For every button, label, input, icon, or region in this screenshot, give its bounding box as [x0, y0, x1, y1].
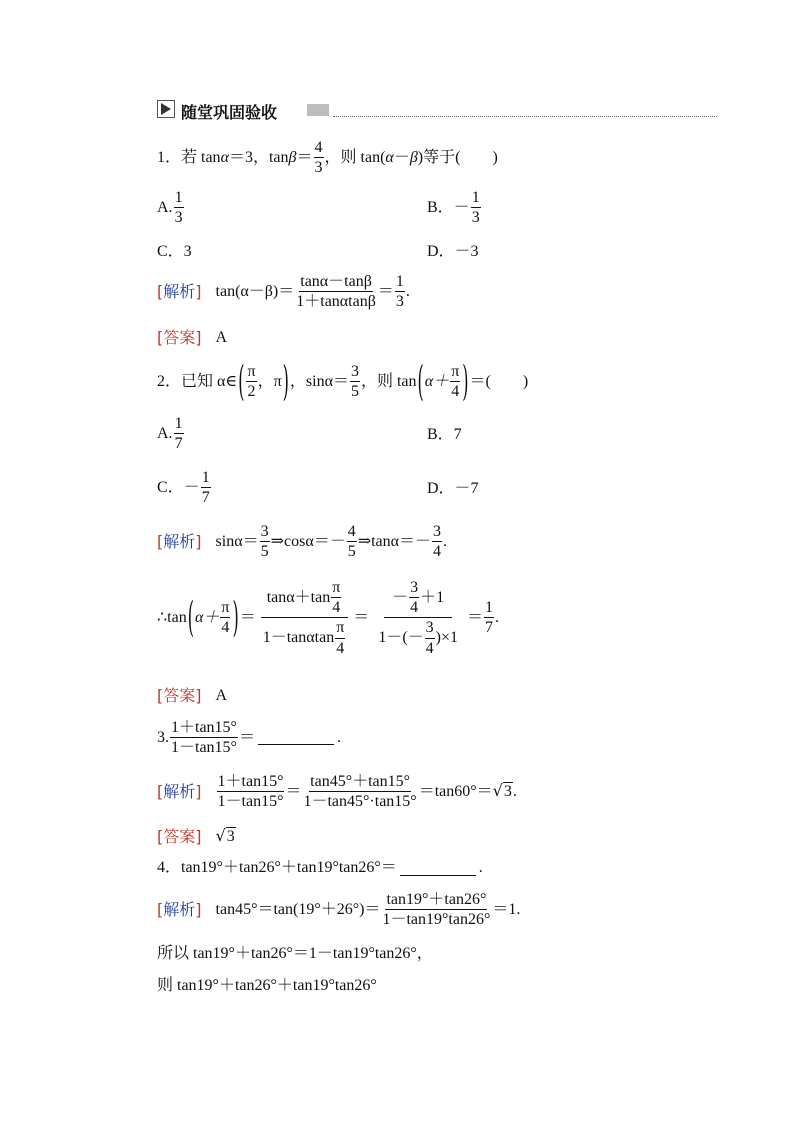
section-title: 随堂巩固验收: [181, 103, 278, 122]
q2-option-c: C．－ 1 7: [157, 469, 210, 507]
jiexi-label: [解析]: [157, 281, 202, 301]
jiexi-label: [解析]: [157, 781, 202, 801]
q3-solution: [解析] 1＋tan15° 1－tan15° ＝ tan45°＋tan15° 1－tan45°·tan15° ＝tan60°＝ √3 .: [157, 773, 517, 811]
header-gray-bar: [307, 104, 329, 116]
daan-label: [答案]: [157, 826, 202, 846]
q2-option-d: D．－7: [427, 480, 479, 497]
big-fraction-a: tanα＋tan π 4 1－tanαtan π 4: [257, 578, 353, 658]
daan-label: [答案]: [157, 328, 202, 347]
fraction: 4 3: [314, 139, 323, 177]
answer-blank: [258, 730, 334, 745]
answer-blank: [400, 861, 476, 876]
q4-solution: [解析] tan45°＝tan(19°＋26°)＝ tan19°＋tan26° 1－tan19°tan26° ＝1.: [157, 891, 521, 929]
header-dotted-line: [333, 116, 717, 117]
question-4: 4．tan19°＋tan26°＋tan19°tan26°＝ .: [157, 859, 483, 876]
q1-option-a: A. 1 3: [157, 189, 183, 227]
q2-option-a: A. 1 7: [157, 415, 183, 453]
daan-label: [答案]: [157, 686, 202, 705]
q1-answer: [答案] A: [157, 328, 228, 347]
sqrt-symbol: √3: [492, 781, 512, 801]
question-2: 2．已知 α∈ ( π 2 ，π ) ，sinα＝ 3 5 ，则 tan ( α＋ π 4 ) ＝( ): [157, 355, 529, 406]
big-fraction-b: － 3 4 ＋1 1－(－ 3 4 )×1: [378, 579, 459, 657]
q1-option-c: C．3: [157, 243, 192, 260]
q4-line-3: 则 tan19°＋tan26°＋tan19°tan26°: [157, 977, 377, 994]
jiexi-label: [解析]: [157, 531, 202, 551]
q2-option-b: B．7: [427, 426, 462, 443]
jiexi-label: [解析]: [157, 899, 202, 919]
question-3: 3. 1＋tan15° 1－tan15° ＝ .: [157, 719, 341, 757]
q2-solution-2: ∴tan ( α＋ π 4 ) ＝ tanα＋tan π 4 1－tanαtan π 4 ＝ － 3 4 ＋1 1－(－ 3 4 )×1 ＝ 1 7 .: [157, 579, 500, 657]
q2-answer: [答案] A: [157, 686, 228, 705]
q4-line-2: 所以 tan19°＋tan26°＝1－tan19°tan26°，: [157, 945, 433, 962]
q1-option-d: D．－3: [427, 243, 479, 260]
question-1: 1．若 tan α ＝3，tan β ＝ 4 3 ，则 tan( α － β )等于( ): [157, 139, 498, 177]
q2-solution-1: [解析] sinα＝ 3 5 ⇒cosα＝－ 4 5 ⇒tanα＝－ 3 4 .: [157, 523, 448, 561]
q1-option-b: B．－ 1 3: [427, 189, 480, 227]
q1-solution: [解析] tan(α－β)＝ tanα－tanβ 1＋tanαtanβ ＝ 1 3 .: [157, 273, 410, 311]
sqrt-symbol: √3: [215, 826, 235, 845]
play-arrow-icon: [161, 103, 171, 115]
section-header: [157, 98, 717, 120]
q3-answer: [157, 828, 236, 845]
